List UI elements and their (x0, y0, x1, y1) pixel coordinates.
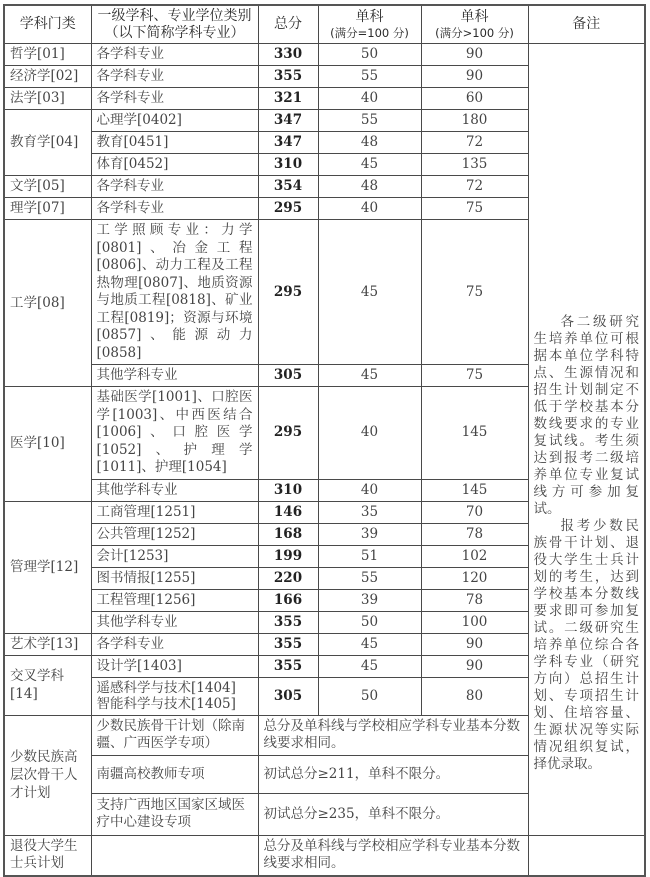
single-100-cell: 50 (318, 44, 421, 66)
single-over-100-cell: 70 (421, 501, 528, 523)
category-cell: 管理学[12] (4, 501, 91, 633)
discipline-cell: 各学科专业 (91, 633, 258, 655)
remarks-paragraph-2: 报考少数民族骨干计划、退役大学生士兵计划的考生，达到学校基本分数线要求即可参加复试。二级研究生培养单位综合各学科专业（研究方向）总招生计划、专项招生计划、住培容量、生源状况等实际情况组织复试，择优录取。 (533, 517, 639, 772)
single-over-100-cell: 78 (421, 523, 528, 545)
single-100-cell: 45 (318, 633, 421, 655)
discipline-cell: 设计学[1403] (91, 655, 258, 677)
discipline-cell (91, 677, 258, 715)
header-row (4, 5, 645, 44)
discipline-cell: 教育[0451] (91, 132, 258, 154)
total-score-cell: 321 (258, 88, 318, 110)
score-line-document (3, 4, 646, 877)
discipline-cell: 心理学[0402] (91, 110, 258, 132)
total-score-cell: 305 (258, 677, 318, 715)
discipline-cell: 各学科专业 (91, 44, 258, 66)
total-score-cell: 305 (258, 365, 318, 387)
discipline-cell: 体育[0452] (91, 154, 258, 176)
single-100-cell: 55 (318, 66, 421, 88)
category-cell: 交叉学科[14] (4, 655, 91, 715)
special-requirement-cell: 总分及单科线与学校相应学科专业基本分数线要求相同。 (258, 715, 528, 755)
single-100-cell: 35 (318, 501, 421, 523)
single-100-cell: 45 (318, 655, 421, 677)
single-100-cell: 40 (318, 88, 421, 110)
single-100-cell: 40 (318, 198, 421, 220)
discipline-cell: 工程管理[1256] (91, 589, 258, 611)
single-over-100-cell: 120 (421, 567, 528, 589)
single-100-cell: 48 (318, 132, 421, 154)
category-cell: 医学[10] (4, 387, 91, 502)
total-score-cell: 355 (258, 66, 318, 88)
single-100-cell: 39 (318, 589, 421, 611)
remarks-cell (528, 44, 645, 836)
header-single-over-100: 单科 (满分>100 分) (421, 5, 528, 44)
single-over-100-cell: 102 (421, 545, 528, 567)
discipline-cell: 基础医学[1001]、口腔医学[1003]、中西医结合[1006]、口腔医学[1052]、护理学[1011]、护理[1054] (91, 387, 258, 480)
total-score-cell: 354 (258, 176, 318, 198)
total-score-cell: 295 (258, 220, 318, 365)
single-over-100-cell: 72 (421, 132, 528, 154)
special-category-cell: 少数民族高层次骨干人才计划 (4, 715, 91, 835)
special-requirement-cell: 总分及单科线与学校相应学科专业基本分数线要求相同。 (258, 835, 528, 876)
discipline-cell: 工学照顾专业：力学[0801]、冶金工程[0806]、动力工程及工程热物理[0807]、地质资源与地质工程[0818]、矿业工程[0819]；资源与环境[0857]、能源动力[0858] (91, 220, 258, 365)
special-requirement-cell: 初试总分≥211，单科不限分。 (258, 755, 528, 793)
single-over-100-cell: 145 (421, 479, 528, 501)
single-over-100-cell: 145 (421, 387, 528, 480)
category-cell: 教育学[04] (4, 110, 91, 176)
single-100-cell: 45 (318, 154, 421, 176)
total-score-cell: 355 (258, 611, 318, 633)
discipline-cell: 工商管理[1251] (91, 501, 258, 523)
total-score-cell: 310 (258, 154, 318, 176)
single-over-100-cell: 90 (421, 66, 528, 88)
discipline-cell: 公共管理[1252] (91, 523, 258, 545)
total-score-cell: 295 (258, 387, 318, 480)
single-100-cell: 45 (318, 365, 421, 387)
category-cell: 哲学[01] (4, 44, 91, 66)
total-score-cell: 168 (258, 523, 318, 545)
discipline-line-1: 遥感科学与技术[1404] (96, 680, 236, 696)
total-score-cell: 347 (258, 110, 318, 132)
single-100-cell: 39 (318, 523, 421, 545)
header-category: 学科门类 (4, 5, 91, 44)
category-cell: 法学[03] (4, 88, 91, 110)
single-over-100-cell: 75 (421, 220, 528, 365)
single-over-100-cell: 72 (421, 176, 528, 198)
discipline-cell: 其他学科专业 (91, 365, 258, 387)
special-discipline-cell: 南疆高校教师专项 (91, 755, 258, 793)
header-remarks: 备注 (528, 5, 645, 44)
single-over-100-cell: 180 (421, 110, 528, 132)
single-100-cell: 40 (318, 387, 421, 480)
single-over-100-cell: 80 (421, 677, 528, 715)
discipline-cell: 会计[1253] (91, 545, 258, 567)
header-discipline-line2: （以下简称学科专业） (104, 24, 245, 41)
category-cell: 文学[05] (4, 176, 91, 198)
total-score-cell: 355 (258, 655, 318, 677)
total-score-cell: 199 (258, 545, 318, 567)
discipline-cell: 其他学科专业 (91, 479, 258, 501)
remarks-paragraph-1: 各二级研究生培养单位可根据本单位学科特点、生源情况和招生计划制定不低于学校基本分数线要求的专业复试线。考生须达到报考二级培养单位专业复试线方可参加复试。 (533, 313, 639, 517)
total-score-cell: 166 (258, 589, 318, 611)
single-100-cell: 51 (318, 545, 421, 567)
single-over-100-cell: 100 (421, 611, 528, 633)
single-100-cell: 45 (318, 220, 421, 365)
header-single-100: 单科 (满分=100 分) (318, 5, 421, 44)
single-over-100-cell: 90 (421, 633, 528, 655)
table-row (4, 44, 645, 66)
special-discipline-cell: 支持广西地区国家区域医疗中心建设专项 (91, 793, 258, 835)
single-over-100-cell: 90 (421, 655, 528, 677)
single-over-100-cell: 75 (421, 365, 528, 387)
header-discipline-line1: 一级学科、专业学位类别 (97, 7, 252, 24)
discipline-cell: 各学科专业 (91, 88, 258, 110)
discipline-cell: 各学科专业 (91, 66, 258, 88)
single-100-cell: 55 (318, 567, 421, 589)
total-score-cell: 330 (258, 44, 318, 66)
total-score-cell: 295 (258, 198, 318, 220)
category-cell: 经济学[02] (4, 66, 91, 88)
total-score-cell: 146 (258, 501, 318, 523)
special-category-cell: 退役大学生士兵计划 (4, 835, 91, 876)
category-cell: 理学[07] (4, 198, 91, 220)
discipline-cell: 其他学科专业 (91, 611, 258, 633)
single-over-100-cell: 60 (421, 88, 528, 110)
discipline-line-2: 智能科学与技术[1405] (96, 696, 236, 712)
total-score-cell: 355 (258, 633, 318, 655)
single-over-100-cell: 78 (421, 589, 528, 611)
category-cell: 艺术学[13] (4, 633, 91, 655)
discipline-cell: 图书情报[1255] (91, 567, 258, 589)
total-score-cell: 347 (258, 132, 318, 154)
total-score-cell: 310 (258, 479, 318, 501)
total-score-cell: 220 (258, 567, 318, 589)
score-line-table (3, 4, 646, 877)
category-cell: 工学[08] (4, 220, 91, 387)
header-discipline (91, 5, 258, 44)
discipline-cell: 各学科专业 (91, 176, 258, 198)
discipline-cell: 各学科专业 (91, 198, 258, 220)
single-over-100-cell: 90 (421, 44, 528, 66)
single-100-cell: 48 (318, 176, 421, 198)
single-100-cell: 50 (318, 677, 421, 715)
single-over-100-cell: 135 (421, 154, 528, 176)
header-total: 总分 (258, 5, 318, 44)
single-100-cell: 50 (318, 611, 421, 633)
special-requirement-cell: 初试总分≥235，单科不限分。 (258, 793, 528, 835)
single-100-cell: 40 (318, 479, 421, 501)
single-100-cell: 55 (318, 110, 421, 132)
single-over-100-cell: 75 (421, 198, 528, 220)
special-discipline-cell: 少数民族骨干计划（除南疆、广西医学专项） (91, 715, 258, 755)
